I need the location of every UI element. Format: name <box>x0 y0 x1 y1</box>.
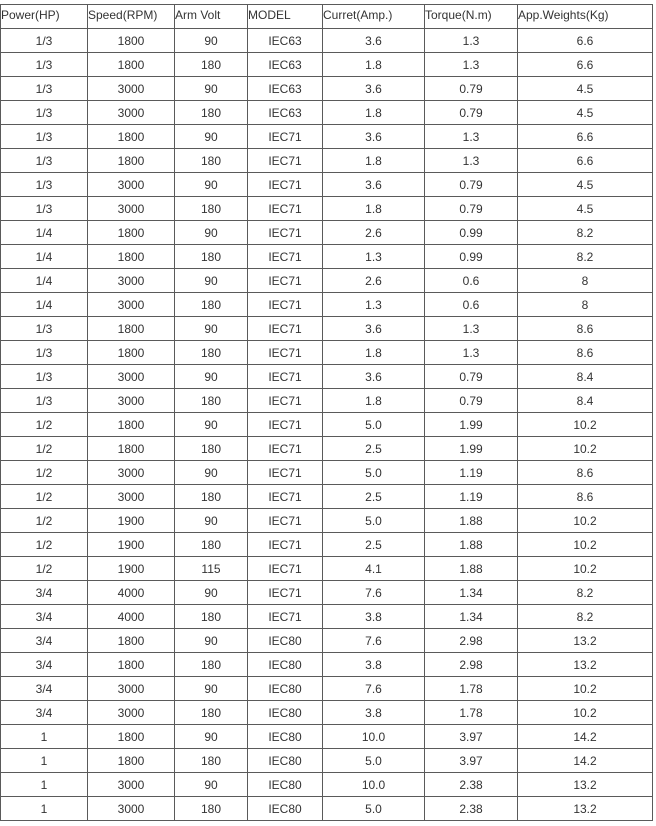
cell-arm-volt: 180 <box>175 149 248 173</box>
cell-weight: 8 <box>518 293 653 317</box>
column-header-power: Power(HP) <box>1 5 88 29</box>
cell-model: IEC71 <box>248 437 323 461</box>
cell-current: 1.8 <box>323 101 425 125</box>
cell-weight: 8.4 <box>518 365 653 389</box>
cell-power: 1/3 <box>1 365 88 389</box>
cell-current: 3.8 <box>323 605 425 629</box>
cell-current: 1.8 <box>323 149 425 173</box>
column-header-model: MODEL <box>248 5 323 29</box>
cell-power: 1 <box>1 725 88 749</box>
cell-torque: 1.99 <box>425 437 518 461</box>
column-header-current: Curret(Amp.) <box>323 5 425 29</box>
cell-power: 1/3 <box>1 149 88 173</box>
table-header-row <box>1 5 653 29</box>
cell-current: 1.8 <box>323 197 425 221</box>
cell-speed: 3000 <box>88 389 175 413</box>
cell-torque: 0.79 <box>425 365 518 389</box>
cell-power: 1/3 <box>1 101 88 125</box>
cell-weight: 8.4 <box>518 389 653 413</box>
table-row <box>1 173 653 197</box>
table-row <box>1 365 653 389</box>
cell-power: 1/2 <box>1 461 88 485</box>
cell-speed: 3000 <box>88 773 175 797</box>
cell-model: IEC71 <box>248 221 323 245</box>
cell-speed: 1800 <box>88 629 175 653</box>
cell-speed: 1800 <box>88 245 175 269</box>
cell-arm-volt: 90 <box>175 581 248 605</box>
cell-power: 1/3 <box>1 389 88 413</box>
cell-speed: 1900 <box>88 509 175 533</box>
cell-torque: 1.3 <box>425 341 518 365</box>
cell-current: 3.6 <box>323 77 425 101</box>
cell-current: 7.6 <box>323 581 425 605</box>
cell-power: 3/4 <box>1 653 88 677</box>
cell-model: IEC71 <box>248 173 323 197</box>
cell-current: 1.8 <box>323 53 425 77</box>
cell-power: 1/2 <box>1 437 88 461</box>
cell-model: IEC71 <box>248 293 323 317</box>
cell-current: 3.6 <box>323 29 425 53</box>
cell-torque: 3.97 <box>425 725 518 749</box>
cell-weight: 10.2 <box>518 557 653 581</box>
table-row <box>1 125 653 149</box>
cell-arm-volt: 180 <box>175 293 248 317</box>
cell-power: 3/4 <box>1 581 88 605</box>
cell-model: IEC80 <box>248 629 323 653</box>
cell-arm-volt: 180 <box>175 53 248 77</box>
cell-torque: 1.88 <box>425 509 518 533</box>
cell-torque: 0.79 <box>425 197 518 221</box>
cell-torque: 0.79 <box>425 173 518 197</box>
cell-weight: 8.6 <box>518 461 653 485</box>
cell-weight: 8.6 <box>518 341 653 365</box>
cell-weight: 10.2 <box>518 677 653 701</box>
cell-model: IEC71 <box>248 485 323 509</box>
cell-speed: 3000 <box>88 173 175 197</box>
cell-power: 1/3 <box>1 197 88 221</box>
cell-arm-volt: 180 <box>175 437 248 461</box>
cell-power: 1/3 <box>1 341 88 365</box>
cell-model: IEC71 <box>248 197 323 221</box>
table-row <box>1 533 653 557</box>
cell-torque: 1.19 <box>425 485 518 509</box>
cell-speed: 4000 <box>88 605 175 629</box>
cell-torque: 2.38 <box>425 773 518 797</box>
cell-current: 1.3 <box>323 245 425 269</box>
cell-torque: 1.34 <box>425 581 518 605</box>
cell-weight: 6.6 <box>518 149 653 173</box>
cell-arm-volt: 90 <box>175 77 248 101</box>
table-row <box>1 197 653 221</box>
cell-model: IEC80 <box>248 725 323 749</box>
table-row <box>1 413 653 437</box>
table-row <box>1 773 653 797</box>
cell-speed: 3000 <box>88 701 175 725</box>
cell-torque: 1.99 <box>425 413 518 437</box>
cell-model: IEC71 <box>248 245 323 269</box>
cell-speed: 3000 <box>88 461 175 485</box>
cell-weight: 6.6 <box>518 53 653 77</box>
cell-current: 7.6 <box>323 629 425 653</box>
cell-current: 3.6 <box>323 173 425 197</box>
cell-arm-volt: 180 <box>175 653 248 677</box>
cell-weight: 6.6 <box>518 125 653 149</box>
cell-speed: 3000 <box>88 485 175 509</box>
cell-speed: 1800 <box>88 341 175 365</box>
cell-current: 5.0 <box>323 749 425 773</box>
cell-power: 1/2 <box>1 509 88 533</box>
cell-speed: 3000 <box>88 365 175 389</box>
cell-speed: 1800 <box>88 125 175 149</box>
cell-current: 5.0 <box>323 509 425 533</box>
cell-speed: 3000 <box>88 269 175 293</box>
cell-power: 1 <box>1 797 88 821</box>
column-header-speed: Speed(RPM) <box>88 5 175 29</box>
cell-torque: 0.6 <box>425 293 518 317</box>
cell-weight: 8 <box>518 269 653 293</box>
cell-arm-volt: 180 <box>175 341 248 365</box>
cell-weight: 4.5 <box>518 197 653 221</box>
cell-arm-volt: 180 <box>175 533 248 557</box>
cell-speed: 1800 <box>88 749 175 773</box>
cell-model: IEC71 <box>248 341 323 365</box>
cell-power: 3/4 <box>1 677 88 701</box>
motor-spec-table <box>0 4 653 821</box>
table-row <box>1 797 653 821</box>
cell-arm-volt: 90 <box>175 773 248 797</box>
cell-model: IEC71 <box>248 533 323 557</box>
table-row <box>1 269 653 293</box>
table-row <box>1 701 653 725</box>
cell-weight: 13.2 <box>518 797 653 821</box>
table-row <box>1 677 653 701</box>
cell-torque: 2.98 <box>425 629 518 653</box>
table-row <box>1 725 653 749</box>
cell-speed: 3000 <box>88 101 175 125</box>
cell-torque: 1.78 <box>425 677 518 701</box>
cell-arm-volt: 90 <box>175 125 248 149</box>
cell-arm-volt: 90 <box>175 365 248 389</box>
cell-speed: 1800 <box>88 53 175 77</box>
cell-torque: 1.19 <box>425 461 518 485</box>
cell-weight: 8.6 <box>518 485 653 509</box>
cell-current: 3.6 <box>323 125 425 149</box>
cell-model: IEC63 <box>248 53 323 77</box>
cell-arm-volt: 180 <box>175 749 248 773</box>
cell-weight: 8.2 <box>518 605 653 629</box>
cell-model: IEC80 <box>248 701 323 725</box>
table-row <box>1 485 653 509</box>
cell-arm-volt: 90 <box>175 725 248 749</box>
cell-torque: 1.3 <box>425 29 518 53</box>
cell-power: 1/2 <box>1 485 88 509</box>
cell-weight: 4.5 <box>518 101 653 125</box>
cell-arm-volt: 180 <box>175 197 248 221</box>
cell-arm-volt: 180 <box>175 605 248 629</box>
cell-power: 1/2 <box>1 413 88 437</box>
cell-torque: 0.99 <box>425 245 518 269</box>
column-header-weight: App.Weights(Kg) <box>518 5 653 29</box>
table-row <box>1 53 653 77</box>
cell-current: 3.6 <box>323 317 425 341</box>
cell-arm-volt: 90 <box>175 677 248 701</box>
cell-weight: 8.2 <box>518 221 653 245</box>
cell-model: IEC71 <box>248 605 323 629</box>
cell-weight: 10.2 <box>518 437 653 461</box>
cell-weight: 13.2 <box>518 629 653 653</box>
cell-power: 1 <box>1 749 88 773</box>
cell-torque: 0.79 <box>425 101 518 125</box>
cell-arm-volt: 90 <box>175 221 248 245</box>
cell-model: IEC80 <box>248 653 323 677</box>
cell-current: 1.3 <box>323 293 425 317</box>
cell-arm-volt: 90 <box>175 269 248 293</box>
cell-current: 3.8 <box>323 653 425 677</box>
cell-power: 1/3 <box>1 125 88 149</box>
cell-model: IEC71 <box>248 389 323 413</box>
cell-arm-volt: 90 <box>175 413 248 437</box>
cell-model: IEC80 <box>248 749 323 773</box>
table-row <box>1 749 653 773</box>
cell-arm-volt: 90 <box>175 461 248 485</box>
cell-torque: 1.88 <box>425 533 518 557</box>
cell-current: 5.0 <box>323 797 425 821</box>
cell-power: 1/3 <box>1 29 88 53</box>
cell-model: IEC80 <box>248 677 323 701</box>
cell-speed: 3000 <box>88 77 175 101</box>
cell-arm-volt: 90 <box>175 317 248 341</box>
cell-torque: 1.78 <box>425 701 518 725</box>
cell-weight: 13.2 <box>518 773 653 797</box>
cell-arm-volt: 90 <box>175 173 248 197</box>
cell-power: 1/3 <box>1 173 88 197</box>
table-body <box>1 29 653 821</box>
table-row <box>1 461 653 485</box>
cell-arm-volt: 115 <box>175 557 248 581</box>
table-row <box>1 221 653 245</box>
cell-model: IEC71 <box>248 413 323 437</box>
cell-weight: 13.2 <box>518 653 653 677</box>
cell-power: 1 <box>1 773 88 797</box>
cell-model: IEC63 <box>248 29 323 53</box>
cell-speed: 1800 <box>88 317 175 341</box>
cell-weight: 4.5 <box>518 173 653 197</box>
cell-current: 2.6 <box>323 269 425 293</box>
cell-model: IEC71 <box>248 269 323 293</box>
cell-torque: 1.3 <box>425 53 518 77</box>
cell-power: 1/4 <box>1 269 88 293</box>
cell-speed: 1900 <box>88 533 175 557</box>
cell-model: IEC71 <box>248 509 323 533</box>
cell-model: IEC80 <box>248 773 323 797</box>
cell-power: 1/3 <box>1 77 88 101</box>
cell-current: 3.6 <box>323 365 425 389</box>
table-row <box>1 149 653 173</box>
table-row <box>1 629 653 653</box>
cell-arm-volt: 180 <box>175 245 248 269</box>
cell-power: 1/4 <box>1 293 88 317</box>
cell-speed: 1800 <box>88 149 175 173</box>
cell-speed: 1800 <box>88 29 175 53</box>
cell-weight: 10.2 <box>518 413 653 437</box>
cell-weight: 14.2 <box>518 725 653 749</box>
cell-torque: 1.3 <box>425 125 518 149</box>
cell-weight: 6.6 <box>518 29 653 53</box>
table-row <box>1 557 653 581</box>
cell-torque: 1.34 <box>425 605 518 629</box>
cell-weight: 10.2 <box>518 533 653 557</box>
cell-model: IEC63 <box>248 77 323 101</box>
cell-weight: 14.2 <box>518 749 653 773</box>
cell-model: IEC71 <box>248 317 323 341</box>
cell-current: 10.0 <box>323 773 425 797</box>
cell-speed: 4000 <box>88 581 175 605</box>
cell-current: 2.6 <box>323 221 425 245</box>
column-header-torque: Torque(N.m) <box>425 5 518 29</box>
table-row <box>1 389 653 413</box>
cell-torque: 1.3 <box>425 149 518 173</box>
cell-model: IEC71 <box>248 365 323 389</box>
cell-current: 5.0 <box>323 413 425 437</box>
cell-arm-volt: 180 <box>175 101 248 125</box>
cell-torque: 3.97 <box>425 749 518 773</box>
cell-power: 3/4 <box>1 629 88 653</box>
cell-torque: 0.79 <box>425 389 518 413</box>
cell-arm-volt: 180 <box>175 389 248 413</box>
cell-arm-volt: 90 <box>175 509 248 533</box>
cell-torque: 2.38 <box>425 797 518 821</box>
cell-speed: 3000 <box>88 797 175 821</box>
cell-model: IEC71 <box>248 581 323 605</box>
table-row <box>1 509 653 533</box>
cell-weight: 8.2 <box>518 245 653 269</box>
cell-arm-volt: 180 <box>175 797 248 821</box>
cell-current: 7.6 <box>323 677 425 701</box>
cell-speed: 3000 <box>88 677 175 701</box>
table-row <box>1 29 653 53</box>
cell-power: 3/4 <box>1 701 88 725</box>
cell-arm-volt: 90 <box>175 29 248 53</box>
cell-arm-volt: 180 <box>175 701 248 725</box>
cell-model: IEC71 <box>248 557 323 581</box>
cell-speed: 3000 <box>88 197 175 221</box>
table-row <box>1 437 653 461</box>
cell-speed: 1800 <box>88 437 175 461</box>
table-row <box>1 653 653 677</box>
cell-speed: 1800 <box>88 725 175 749</box>
cell-speed: 1900 <box>88 557 175 581</box>
column-header-arm-volt: Arm Volt <box>175 5 248 29</box>
cell-torque: 2.98 <box>425 653 518 677</box>
table-row <box>1 245 653 269</box>
cell-model: IEC80 <box>248 797 323 821</box>
cell-current: 10.0 <box>323 725 425 749</box>
cell-weight: 10.2 <box>518 509 653 533</box>
table-row <box>1 341 653 365</box>
cell-torque: 0.79 <box>425 77 518 101</box>
cell-arm-volt: 180 <box>175 485 248 509</box>
cell-power: 1/4 <box>1 245 88 269</box>
table-row <box>1 77 653 101</box>
table-row <box>1 293 653 317</box>
cell-current: 2.5 <box>323 437 425 461</box>
cell-speed: 1800 <box>88 221 175 245</box>
cell-power: 1/3 <box>1 53 88 77</box>
cell-speed: 1800 <box>88 653 175 677</box>
cell-model: IEC71 <box>248 149 323 173</box>
cell-current: 2.5 <box>323 533 425 557</box>
cell-power: 1/2 <box>1 533 88 557</box>
table-row <box>1 581 653 605</box>
cell-model: IEC71 <box>248 125 323 149</box>
cell-current: 4.1 <box>323 557 425 581</box>
table-row <box>1 317 653 341</box>
cell-model: IEC71 <box>248 461 323 485</box>
cell-current: 2.5 <box>323 485 425 509</box>
table-row <box>1 101 653 125</box>
cell-current: 3.8 <box>323 701 425 725</box>
cell-torque: 1.3 <box>425 317 518 341</box>
cell-model: IEC63 <box>248 101 323 125</box>
cell-weight: 4.5 <box>518 77 653 101</box>
cell-power: 1/3 <box>1 317 88 341</box>
cell-torque: 0.99 <box>425 221 518 245</box>
cell-speed: 3000 <box>88 293 175 317</box>
cell-arm-volt: 90 <box>175 629 248 653</box>
cell-current: 1.8 <box>323 341 425 365</box>
cell-power: 1/4 <box>1 221 88 245</box>
table-row <box>1 605 653 629</box>
cell-weight: 10.2 <box>518 701 653 725</box>
cell-torque: 1.88 <box>425 557 518 581</box>
cell-weight: 8.2 <box>518 581 653 605</box>
cell-power: 1/2 <box>1 557 88 581</box>
cell-current: 1.8 <box>323 389 425 413</box>
cell-current: 5.0 <box>323 461 425 485</box>
cell-torque: 0.6 <box>425 269 518 293</box>
cell-power: 3/4 <box>1 605 88 629</box>
cell-weight: 8.6 <box>518 317 653 341</box>
cell-speed: 1800 <box>88 413 175 437</box>
